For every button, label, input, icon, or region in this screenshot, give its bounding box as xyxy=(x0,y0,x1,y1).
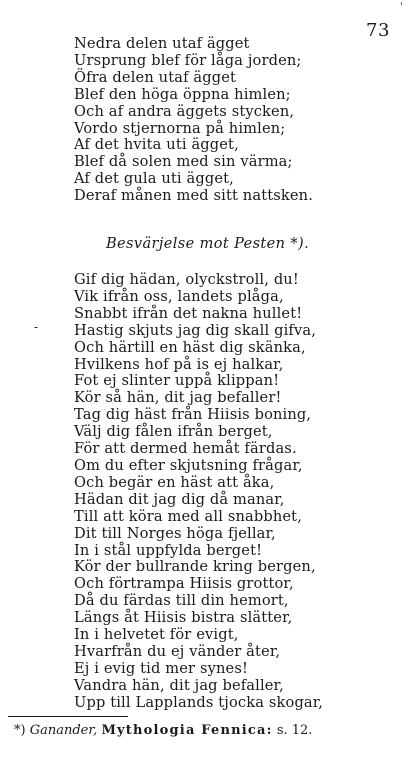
verse-line: Af det gula uti ägget, xyxy=(74,170,234,188)
verse-line: Välj dig fålen ifrån berget, xyxy=(74,423,273,441)
verse-line: Hvarfrån du ej vänder åter, xyxy=(74,642,281,660)
verse-line: Blef den höga öppna himlen; xyxy=(74,85,291,103)
footnote-reference: s. 12. xyxy=(276,723,313,738)
footnote-work: Mythologia Fennica: xyxy=(101,723,273,738)
verse-line: Till att köra med all snabbhet, xyxy=(74,507,302,525)
margin-mark: - xyxy=(34,320,39,334)
stanza-incantation xyxy=(74,272,323,712)
footnote-author: Ganander, xyxy=(29,723,98,738)
stanza-creation xyxy=(74,36,313,205)
verse-line: Och förtrampa Hiisis grottor, xyxy=(74,575,294,593)
verse-line: Snabbt ifrån det nakna hullet! xyxy=(74,304,303,322)
verse-line: Hvilkens hof på is ej halkar, xyxy=(74,355,284,373)
verse-line: Blef då solen med sin värma; xyxy=(74,153,293,171)
verse-line: Ej i evig tid mer synes! xyxy=(74,659,248,677)
verse-line: Kör der bullrande kring bergen, xyxy=(74,558,316,576)
footnote-marker: *) xyxy=(14,723,26,738)
verse-line: In i stål uppfylda berget! xyxy=(74,541,263,559)
verse-line: Ursprung blef för låga jorden; xyxy=(74,51,302,69)
verse-line: Vordo stjernorna på himlen; xyxy=(74,119,286,137)
verse-line: För att dermed hemåt färdas. xyxy=(74,440,297,458)
verse-line: Tag dig häst från Hiisis boning, xyxy=(74,406,312,424)
verse-line: Vik ifrån oss, landets plåga, xyxy=(74,287,284,305)
verse-line: Och af andra äggets stycken, xyxy=(74,102,295,120)
verse-line: Kör så hän, dit jag befaller! xyxy=(74,389,282,407)
verse-line: Deraf månen med sitt nattsken. xyxy=(74,187,313,205)
page-number: 73 xyxy=(366,20,390,41)
verse-line: Af det hvita uti ägget, xyxy=(74,136,239,154)
verse-line: Upp till Lapplands tjocka skogar, xyxy=(74,693,324,711)
verse-line: Hastig skjuts jag dig skall gifva, xyxy=(74,321,316,339)
verse-line: Gif dig hädan, olyckstroll, du! xyxy=(74,271,299,288)
verse-line: Fot ej slinter uppå klippan! xyxy=(74,372,280,390)
verse-line: Vandra hän, dit jag befaller, xyxy=(74,676,284,694)
verse-line: Nedra delen utaf ägget xyxy=(74,35,250,52)
footnote xyxy=(14,723,312,738)
verse-line: Längs åt Hiisis bistra slätter, xyxy=(74,609,293,627)
footnote-rule xyxy=(8,716,128,717)
verse-line: Då du färdas till din hemort, xyxy=(74,592,289,610)
verse-line: Och begär en häst att åka, xyxy=(74,473,275,491)
verse-line: Hädan dit jag dig då manar, xyxy=(74,490,285,508)
verse-line: Och härtill en häst dig skänka, xyxy=(74,338,306,356)
verse-line: Öfra delen utaf ägget xyxy=(74,68,237,86)
section-heading: Besvärjelse mot Pesten *). xyxy=(106,236,310,252)
verse-line: In i helvetet för evigt, xyxy=(74,626,239,644)
verse-line: Dit till Norges höga fjellar, xyxy=(74,524,276,542)
verse-line: Om du efter skjutsning frågar, xyxy=(74,456,303,474)
corner-mark: ' xyxy=(400,0,404,13)
